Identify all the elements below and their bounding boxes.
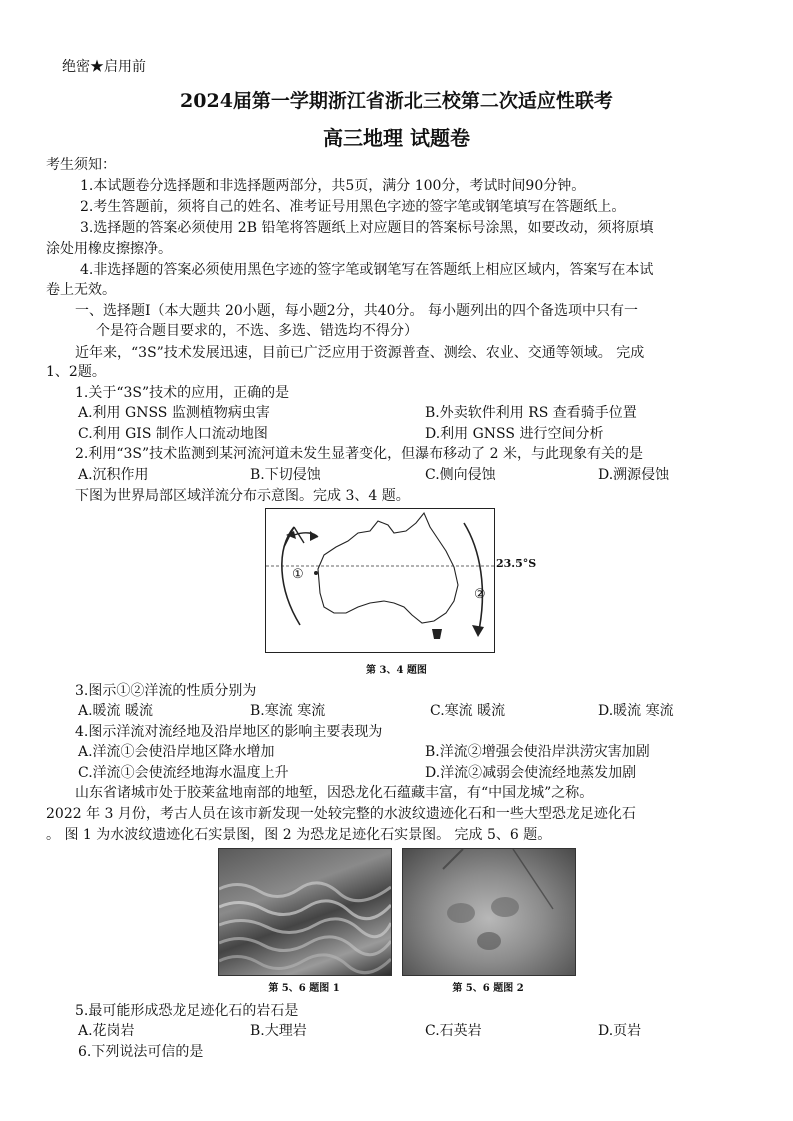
ocean-current-map (265, 508, 495, 653)
confidential-label: 绝密★启用前 (62, 59, 146, 75)
passage-text: 近年来，“3S”技术发展迅速，目前已广泛应用于资源普查、测绘、农业、交通等领域。 完成 (75, 345, 645, 361)
passage-text: 下图为世界局部区域洋流分布示意图。完成 3、4 题。 (75, 488, 410, 504)
option-c: C.寒流 暖流 (430, 703, 506, 719)
option-d: D.暖流 寒流 (598, 703, 674, 719)
option-c: C.侧向侵蚀 (425, 467, 496, 483)
fig2-caption: 第 5、6 题图 2 (452, 983, 524, 994)
notice-heading: 考生须知： (46, 157, 116, 173)
exam-subtitle: 高三地理 试题卷 (323, 126, 470, 150)
option-b: B.外卖软件利用 RS 查看骑手位置 (425, 405, 637, 421)
notice-item: 3.选择题的答案必须使用 2B 铅笔将答题纸上对应题目的答案标号涂黑，如要改动，须将原填 (80, 220, 654, 236)
question-stem: 1.关于“3S”技术的应用，正确的是 (75, 385, 290, 401)
passage-text: 山东省诸城市处于胶莱盆地南部的地堑，因恐龙化石蕴藏丰富，有“中国龙城”之称。 (75, 785, 594, 801)
fig1-caption: 第 5、6 题图 1 (268, 983, 340, 994)
map-caption: 第 3、4 题图 (366, 665, 427, 676)
question-stem: 6.下列说法可信的是 (78, 1044, 204, 1060)
passage-text: 1、2题。 (46, 364, 106, 380)
option-a: A.暖流 暖流 (78, 703, 154, 719)
question-stem: 4.图示洋流对流经地及沿岸地区的影响主要表现为 (75, 724, 383, 740)
notice-item: 卷上无效。 (46, 282, 116, 298)
question-stem: 2.利用“3S”技术监测到某河流河道未发生显著变化，但瀑布移动了 2 米，与此现象有关的是 (75, 446, 643, 462)
option-b: B.寒流 寒流 (250, 703, 326, 719)
option-d: D.溯源侵蚀 (598, 467, 670, 483)
option-b: B.下切侵蚀 (250, 467, 321, 483)
exam-title: 2024届第一学期浙江省浙北三校第二次适应性联考 (180, 90, 613, 112)
option-b: B.大理岩 (250, 1023, 307, 1039)
option-c: C.洋流①会使流经地海水温度上升 (78, 765, 289, 781)
option-c: C.利用 GIS 制作人口流动地图 (78, 426, 268, 442)
section-heading: 一、选择题Ⅰ（本大题共 20小题，每小题2分，共40分。 每小题列出的四个备选项中只有一 (75, 303, 638, 319)
notice-item: 4.非选择题的答案必须使用黑色字迹的签字笔或钢笔写在答题纸上相应区域内，答案写在本试 (80, 262, 654, 278)
notice-item: 1.本试题卷分选择题和非选择题两部分，共5页，满分 100分，考试时间90分钟。 (80, 178, 586, 194)
option-a: A.沉积作用 (78, 467, 149, 483)
question-stem: 3.图示①②洋流的性质分别为 (75, 683, 257, 699)
option-a: A.花岗岩 (78, 1023, 135, 1039)
section-heading-cont: 个是符合题目要求的，不选、多选、错选均不得分） (96, 323, 418, 339)
dinosaur-footprint-fossil-photo (402, 848, 576, 976)
water-ripple-fossil-photo (218, 848, 392, 976)
passage-text: 。 图 1 为水波纹遗迹化石实景图，图 2 为恐龙足迹化石实景图。 完成 5、6 题。 (46, 827, 552, 843)
current-2-label: ② (474, 587, 486, 602)
question-stem: 5.最可能形成恐龙足迹化石的岩石是 (75, 1003, 299, 1019)
option-d: D.页岩 (598, 1023, 642, 1039)
current-1-label: ① (292, 567, 304, 582)
tropic-label: 23.5°S (496, 557, 537, 570)
notice-item: 涂处用橡皮擦擦净。 (46, 241, 172, 257)
option-a: A.利用 GNSS 监测植物病虫害 (78, 405, 270, 421)
notice-item: 2.考生答题前，须将自己的姓名、准考证号用黑色字迹的签字笔或钢笔填写在答题纸上。 (80, 199, 626, 215)
passage-text: 2022 年 3 月份，考古人员在该市新发现一处较完整的水波纹遗迹化石和一些大型恐龙足迹化石 (46, 806, 636, 822)
option-b: B.洋流②增强会使沿岸洪涝灾害加剧 (425, 744, 650, 760)
option-d: D.利用 GNSS 进行空间分析 (425, 426, 604, 442)
option-a: A.洋流①会使沿岸地区降水增加 (78, 744, 275, 760)
option-d: D.洋流②减弱会使流经地蒸发加剧 (425, 765, 637, 781)
option-c: C.石英岩 (425, 1023, 482, 1039)
